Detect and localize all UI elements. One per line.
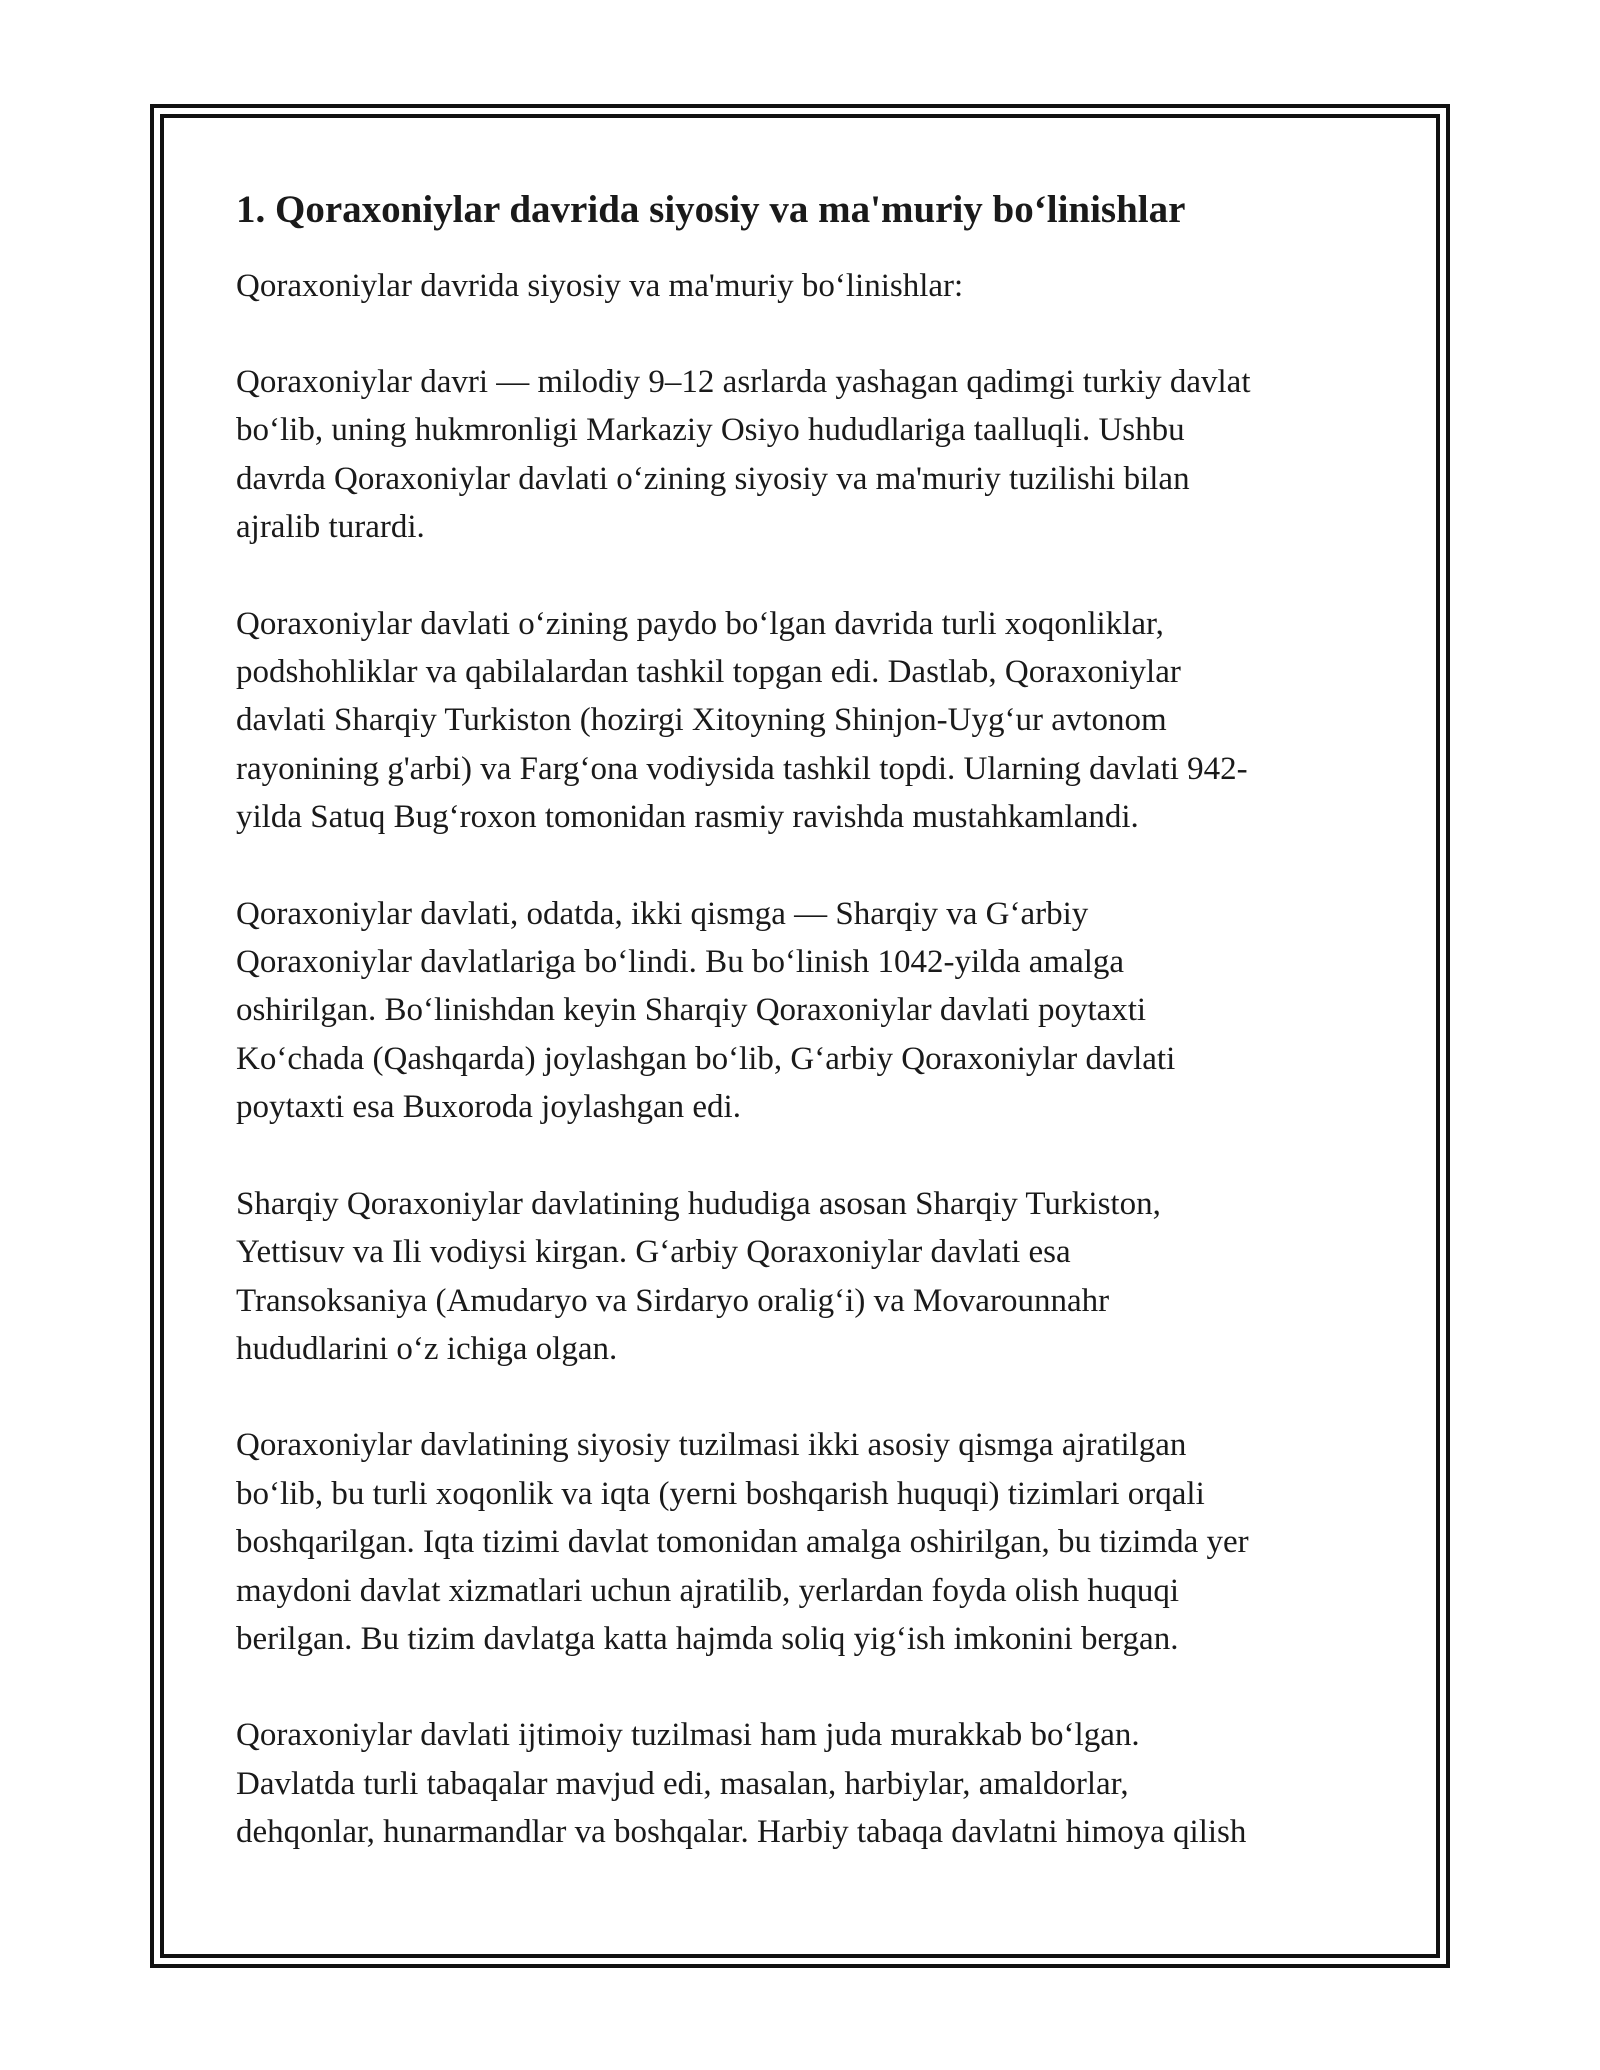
text-line: boshqarilgan. Iqta tizimi davlat tomonidan amalga oshirilgan, bu tizimda yer xyxy=(236,1524,1249,1561)
text-line: Qoraxoniylar davlati ijtimoiy tuzilmasi ham juda murakkab bo‘lgan. xyxy=(236,1717,1140,1754)
text-line: dehqonlar, hunarmandlar va boshqalar. Harbiy tabaqa davlatni himoya qilish xyxy=(236,1814,1247,1851)
text-line: Qoraxoniylar davlati, odatda, ikki qismga — Sharqiy va G‘arbiy xyxy=(236,895,1089,932)
text-line: Sharqiy Qoraxoniylar davlatining hududiga asosan Sharqiy Turkiston, xyxy=(236,1185,1161,1222)
paragraph-1 xyxy=(236,358,1376,552)
text-line: bo‘lib, uning hukmronligi Markaziy Osiyo hududlariga taalluqli. Ushbu xyxy=(236,412,1185,449)
document-title: 1. Qoraxoniylar davrida siyosiy va ma'muriy bo‘linishlar xyxy=(236,188,1186,231)
text-line: Davlatda turli tabaqalar mavjud edi, masalan, harbiylar, amaldorlar, xyxy=(236,1765,1129,1802)
text-line: Qoraxoniylar davlati o‘zining paydo bo‘lgan davrida turli xoqonliklar, xyxy=(236,605,1164,642)
text-line: Qoraxoniylar davri — milodiy 9–12 asrlarda yashagan qadimgi turkiy davlat xyxy=(236,364,1251,400)
text-line: oshirilgan. Bo‘linishdan keyin Sharqiy Qoraxoniylar davlati poytaxti xyxy=(236,992,1147,1029)
text-line: maydoni davlat xizmatlari uchun ajratilib, yerlardan foyda olish huquqi xyxy=(236,1572,1179,1609)
text-line: bo‘lib, bu turli xoqonlik va iqta (yerni boshqarish huquqi) tizimlari orqali xyxy=(236,1475,1205,1512)
paragraph-5 xyxy=(236,1421,1376,1663)
document-subtitle: Qoraxoniylar davrida siyosiy va ma'muriy bo‘linishlar: xyxy=(236,268,964,304)
text-line: Yettisuv va Ili vodiysi kirgan. G‘arbiy Qoraxoniylar davlati esa xyxy=(236,1234,1071,1271)
paragraph-4 xyxy=(236,1180,1376,1374)
text-line: yilda Satuq Bug‘roxon tomonidan rasmiy ravishda mustahkamlandi. xyxy=(236,799,1139,836)
text-line: Qoraxoniylar davlatining siyosiy tuzilmasi ikki asosiy qismga ajratilgan xyxy=(236,1427,1187,1464)
text-line: davrda Qoraxoniylar davlati o‘zining siyosiy va ma'muriy tuzilishi bilan xyxy=(236,460,1190,497)
text-line: podshohliklar va qabilalardan tashkil topgan edi. Dastlab, Qoraxoniylar xyxy=(236,654,1181,691)
text-line: rayonining g'arbi) va Farg‘ona vodiysida tashkil topdi. Ularning davlati 942- xyxy=(236,750,1248,787)
paragraph-6 xyxy=(236,1711,1376,1856)
text-line: poytaxti esa Buxoroda joylashgan edi. xyxy=(236,1089,741,1126)
text-line: berilgan. Bu tizim davlatga katta hajmda soliq yig‘ish imkonini bergan. xyxy=(236,1620,1179,1657)
text-line: Ko‘chada (Qashqarda) joylashgan bo‘lib, G‘arbiy Qoraxoniylar davlati xyxy=(236,1040,1176,1077)
paragraph-2 xyxy=(236,600,1376,842)
paragraph-3 xyxy=(236,890,1376,1132)
text-line: ajralib turardi. xyxy=(236,509,425,546)
document-body xyxy=(236,186,1376,1905)
text-line: davlati Sharqiy Turkiston (hozirgi Xitoyning Shinjon-Uyg‘ur avtonom xyxy=(236,702,1167,739)
text-line: hududlarini o‘z ichiga olgan. xyxy=(236,1330,618,1367)
text-line: Transoksaniya (Amudaryo va Sirdaryo oralig‘i) va Movarounnahr xyxy=(236,1282,1110,1319)
text-line: Qoraxoniylar davlatlariga bo‘lindi. Bu bo‘linish 1042-yilda amalga xyxy=(236,944,1125,981)
